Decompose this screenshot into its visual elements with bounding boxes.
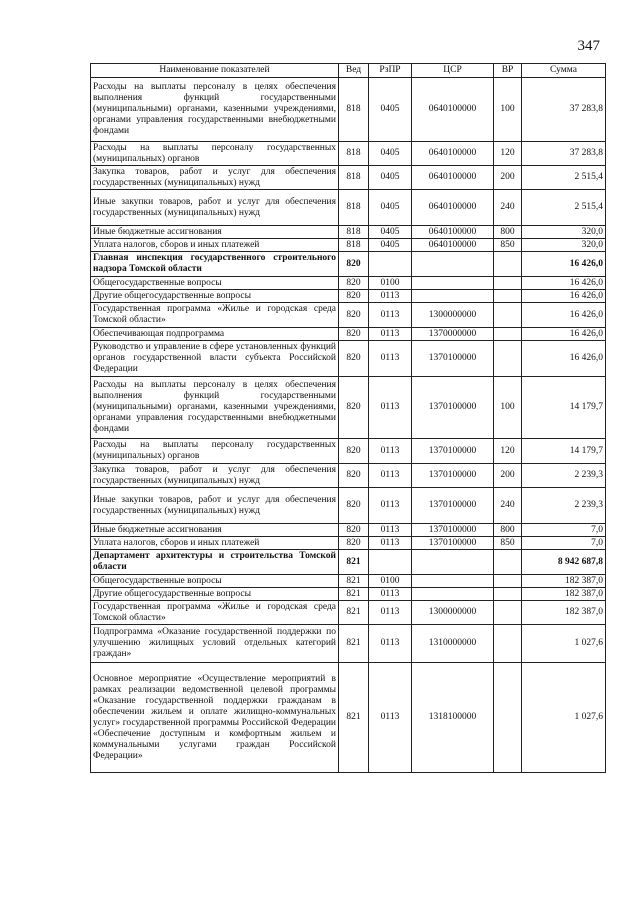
cell-vr [494, 341, 522, 377]
cell-rzpr: 0405 [369, 239, 412, 252]
table-row [91, 166, 606, 190]
table-row [91, 239, 606, 252]
cell-ved: 820 [339, 439, 369, 464]
cell-rzpr: 0405 [369, 142, 412, 166]
cell-sum: 37 283,8 [522, 78, 606, 142]
cell-vr: 800 [494, 226, 522, 239]
cell-name: Иные закупки товаров, работ и услуг для обеспечения государственных (муниципальных) нужд [91, 190, 339, 226]
cell-csr [412, 588, 494, 601]
cell-sum: 16 426,0 [522, 290, 606, 303]
cell-vr [494, 663, 522, 773]
cell-sum: 182 387,0 [522, 588, 606, 601]
table-row [91, 142, 606, 166]
table-row [91, 277, 606, 290]
cell-name: Департамент архитектуры и строительства Томской области [91, 550, 339, 575]
table-row [91, 377, 606, 439]
cell-name: Уплата налогов, сборов и иных платежей [91, 537, 339, 550]
cell-rzpr: 0113 [369, 377, 412, 439]
cell-ved: 818 [339, 226, 369, 239]
cell-sum: 16 426,0 [522, 303, 606, 328]
cell-sum: 1 027,6 [522, 663, 606, 773]
cell-ved: 821 [339, 588, 369, 601]
table-row [91, 537, 606, 550]
cell-csr: 1370100000 [412, 537, 494, 550]
cell-name: Расходы на выплаты персоналу в целях обеспечения выполнения функций государственными (муниципальными) органами, казенными учреждениями, органами управления государственными внебюджетными фондами [91, 78, 339, 142]
cell-ved: 821 [339, 550, 369, 575]
cell-name: Главная инспекция государственного строительного надзора Томской области [91, 252, 339, 277]
cell-ved: 818 [339, 239, 369, 252]
cell-rzpr [369, 252, 412, 277]
table-row [91, 78, 606, 142]
table-row [91, 575, 606, 588]
cell-csr: 0640100000 [412, 142, 494, 166]
cell-vr [494, 575, 522, 588]
cell-vr [494, 550, 522, 575]
cell-ved: 818 [339, 142, 369, 166]
table-row [91, 328, 606, 341]
cell-csr: 1300000000 [412, 601, 494, 625]
cell-rzpr: 0113 [369, 341, 412, 377]
table-row [91, 464, 606, 488]
table-row [91, 439, 606, 464]
cell-csr: 1370100000 [412, 524, 494, 537]
cell-csr: 1370100000 [412, 341, 494, 377]
cell-rzpr: 0113 [369, 328, 412, 341]
cell-sum: 2 239,3 [522, 464, 606, 488]
cell-ved: 820 [339, 252, 369, 277]
cell-rzpr: 0113 [369, 663, 412, 773]
cell-name: Расходы на выплаты персоналу государственных (муниципальных) органов [91, 142, 339, 166]
cell-sum: 182 387,0 [522, 575, 606, 588]
cell-name: Другие общегосударственные вопросы [91, 290, 339, 303]
table-row [91, 252, 606, 277]
cell-rzpr: 0100 [369, 575, 412, 588]
cell-vr [494, 290, 522, 303]
header-name: Наименование показателей [91, 64, 339, 78]
cell-vr: 120 [494, 439, 522, 464]
cell-name: Подпрограмма «Оказание государственной поддержки по улучшению жилищных условий отдельных категорий граждан» [91, 625, 339, 663]
cell-ved: 820 [339, 328, 369, 341]
cell-ved: 818 [339, 78, 369, 142]
cell-ved: 820 [339, 524, 369, 537]
table-row [91, 550, 606, 575]
table-row [91, 488, 606, 524]
cell-name: Основное мероприятие «Осуществление мероприятий в рамках реализации ведомственной целевой программы «Оказание государственной поддержки гражданам в обеспечении жильем и оплате жилищно-коммунальных услуг» государственной программы Российской Федерации «Обеспечение доступным и комфортным жильем и коммунальными услугами граждан Российской Федерации» [91, 663, 339, 773]
cell-vr: 200 [494, 464, 522, 488]
cell-sum: 14 179,7 [522, 377, 606, 439]
cell-ved: 821 [339, 575, 369, 588]
cell-ved: 821 [339, 663, 369, 773]
table-row [91, 290, 606, 303]
cell-vr [494, 252, 522, 277]
cell-vr [494, 328, 522, 341]
cell-ved: 820 [339, 303, 369, 328]
cell-name: Иные закупки товаров, работ и услуг для обеспечения государственных (муниципальных) нужд [91, 488, 339, 524]
page-number: 347 [577, 38, 600, 54]
cell-sum: 8 942 687,8 [522, 550, 606, 575]
table-row [91, 625, 606, 663]
header-csr: ЦСР [412, 64, 494, 78]
cell-name: Общегосударственные вопросы [91, 277, 339, 290]
cell-csr: 1370000000 [412, 328, 494, 341]
cell-sum: 2 515,4 [522, 166, 606, 190]
cell-csr [412, 252, 494, 277]
cell-ved: 818 [339, 166, 369, 190]
cell-ved: 820 [339, 488, 369, 524]
cell-ved: 820 [339, 290, 369, 303]
table-row [91, 303, 606, 328]
cell-rzpr: 0405 [369, 190, 412, 226]
cell-name: Иные бюджетные ассигнования [91, 226, 339, 239]
cell-csr: 1370100000 [412, 377, 494, 439]
header-rzpr: РзПР [369, 64, 412, 78]
cell-name: Уплата налогов, сборов и иных платежей [91, 239, 339, 252]
cell-csr: 0640100000 [412, 78, 494, 142]
cell-name: Расходы на выплаты персоналу государственных (муниципальных) органов [91, 439, 339, 464]
cell-csr [412, 277, 494, 290]
cell-name: Иные бюджетные ассигнования [91, 524, 339, 537]
cell-vr: 100 [494, 377, 522, 439]
table-row [91, 588, 606, 601]
cell-rzpr: 0113 [369, 303, 412, 328]
cell-sum: 16 426,0 [522, 328, 606, 341]
cell-csr: 1370100000 [412, 464, 494, 488]
cell-name: Закупка товаров, работ и услуг для обеспечения государственных (муниципальных) нужд [91, 166, 339, 190]
cell-sum: 37 283,8 [522, 142, 606, 166]
cell-vr [494, 588, 522, 601]
cell-name: Руководство и управление в сфере установленных функций органов государственной власти субъекта Российской Федерации [91, 341, 339, 377]
cell-ved: 821 [339, 625, 369, 663]
cell-vr [494, 625, 522, 663]
cell-rzpr: 0113 [369, 537, 412, 550]
cell-sum: 320,0 [522, 239, 606, 252]
cell-rzpr: 0113 [369, 588, 412, 601]
cell-rzpr: 0113 [369, 625, 412, 663]
cell-vr: 120 [494, 142, 522, 166]
budget-table [90, 63, 606, 773]
cell-sum: 7,0 [522, 537, 606, 550]
table-row [91, 190, 606, 226]
cell-sum: 14 179,7 [522, 439, 606, 464]
cell-ved: 820 [339, 537, 369, 550]
cell-csr [412, 575, 494, 588]
cell-name: Расходы на выплаты персоналу в целях обеспечения выполнения функций государственными (муниципальными) органами, казенными учреждениями, органами управления государственными внебюджетными фондами [91, 377, 339, 439]
cell-vr: 800 [494, 524, 522, 537]
cell-ved: 818 [339, 190, 369, 226]
cell-rzpr: 0113 [369, 464, 412, 488]
cell-rzpr: 0113 [369, 488, 412, 524]
table-row [91, 601, 606, 625]
cell-name: Государственная программа «Жилье и городская среда Томской области» [91, 601, 339, 625]
cell-csr: 1310000000 [412, 625, 494, 663]
cell-sum: 2 515,4 [522, 190, 606, 226]
cell-rzpr: 0113 [369, 290, 412, 303]
table-row [91, 226, 606, 239]
cell-csr: 0640100000 [412, 166, 494, 190]
cell-vr: 200 [494, 166, 522, 190]
cell-name: Другие общегосударственные вопросы [91, 588, 339, 601]
cell-sum: 320,0 [522, 226, 606, 239]
cell-vr: 240 [494, 190, 522, 226]
cell-rzpr: 0113 [369, 524, 412, 537]
cell-ved: 820 [339, 377, 369, 439]
cell-vr [494, 601, 522, 625]
cell-sum: 7,0 [522, 524, 606, 537]
cell-csr: 1300000000 [412, 303, 494, 328]
cell-csr [412, 550, 494, 575]
cell-csr: 0640100000 [412, 226, 494, 239]
header-ved: Вед [339, 64, 369, 78]
cell-name: Государственная программа «Жилье и городская среда Томской области» [91, 303, 339, 328]
cell-csr: 1370100000 [412, 488, 494, 524]
cell-name: Закупка товаров, работ и услуг для обеспечения государственных (муниципальных) нужд [91, 464, 339, 488]
cell-vr: 100 [494, 78, 522, 142]
cell-name: Обеспечивающая подпрограмма [91, 328, 339, 341]
table-body [91, 78, 606, 773]
cell-name: Общегосударственные вопросы [91, 575, 339, 588]
table-header-row [91, 64, 606, 78]
cell-rzpr: 0405 [369, 226, 412, 239]
cell-vr [494, 303, 522, 328]
table-row [91, 524, 606, 537]
cell-csr: 1370100000 [412, 439, 494, 464]
cell-sum: 16 426,0 [522, 341, 606, 377]
cell-vr: 850 [494, 537, 522, 550]
table-row [91, 341, 606, 377]
cell-rzpr: 0113 [369, 439, 412, 464]
cell-sum: 2 239,3 [522, 488, 606, 524]
cell-rzpr: 0405 [369, 78, 412, 142]
cell-vr: 850 [494, 239, 522, 252]
cell-rzpr: 0405 [369, 166, 412, 190]
cell-csr: 1318100000 [412, 663, 494, 773]
header-sum: Сумма [522, 64, 606, 78]
cell-vr [494, 277, 522, 290]
cell-sum: 182 387,0 [522, 601, 606, 625]
cell-ved: 821 [339, 601, 369, 625]
cell-ved: 820 [339, 464, 369, 488]
cell-csr [412, 290, 494, 303]
cell-csr: 0640100000 [412, 190, 494, 226]
cell-rzpr: 0100 [369, 277, 412, 290]
cell-ved: 820 [339, 341, 369, 377]
cell-csr: 0640100000 [412, 239, 494, 252]
cell-rzpr [369, 550, 412, 575]
header-vr: ВР [494, 64, 522, 78]
cell-sum: 16 426,0 [522, 277, 606, 290]
cell-ved: 820 [339, 277, 369, 290]
cell-vr: 240 [494, 488, 522, 524]
cell-rzpr: 0113 [369, 601, 412, 625]
cell-sum: 16 426,0 [522, 252, 606, 277]
cell-sum: 1 027,6 [522, 625, 606, 663]
table-row [91, 663, 606, 773]
